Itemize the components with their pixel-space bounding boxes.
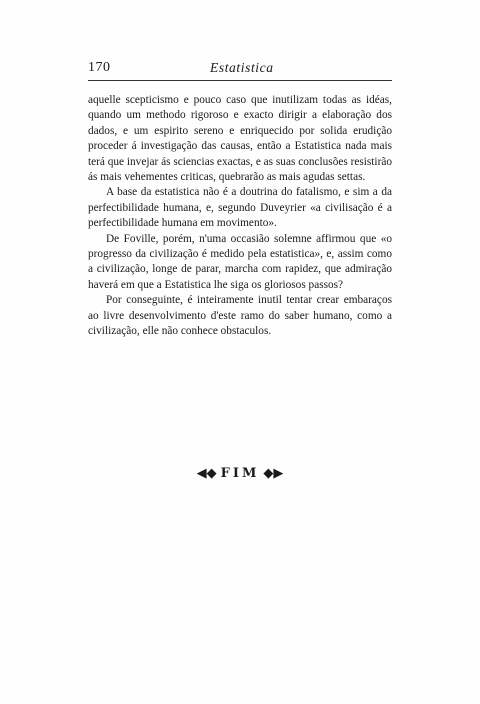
paragraph-por-conseguinte: Por conseguinte, é inteiramente inutil tentar crear embaraços ao livre desenvolvimento d'este ramo do saber humano, como a civilização, elle não conhece obstaculos. xyxy=(88,294,392,338)
paragraph-de-foville: De Foville, porém, n'uma occasião solemne affirmou que «o progresso da civilização é medido pela estatistica», e, assim como a civilização, longe de parar, marcha com rapidez, que admiração haverá em que a Estatistica lhe siga os gloriosos passos? xyxy=(88,232,392,291)
running-head xyxy=(88,60,392,76)
page-number: 170 xyxy=(88,60,111,75)
right-arrow-ornament-icon: ◆▶ xyxy=(263,466,284,481)
paragraph-continuation: aquelle scepticismo e pouco caso que inutilizam todas as idéas, quando um methodo rigoroso e exacto dirigir a elaboração dos dados, e um espirito sereno e enriquecido por solida erudição proceder á investigação das causas, então a Estatistica nada mais terá que invejar ás sciencias exactas, e as suas conclusões resistirão ás mais vehementes criticas, quebrarão as mais agudas settas. xyxy=(88,94,392,184)
left-arrow-ornament-icon: ◀◆ xyxy=(196,466,217,481)
header-rule xyxy=(88,80,392,81)
running-title: Estatistica xyxy=(210,60,274,75)
paragraph-base-estatistica: A base da estatistica não é a doutrina do fatalismo, e sim a da perfectibilidade humana, e, segundo Duveyrier «a civilisação é a perfectibilidade humana em movimento». xyxy=(88,186,392,230)
ending-mark xyxy=(0,464,480,482)
fim-label: FIM xyxy=(220,466,260,481)
body-text xyxy=(88,93,392,340)
fim-ornament xyxy=(197,466,284,481)
